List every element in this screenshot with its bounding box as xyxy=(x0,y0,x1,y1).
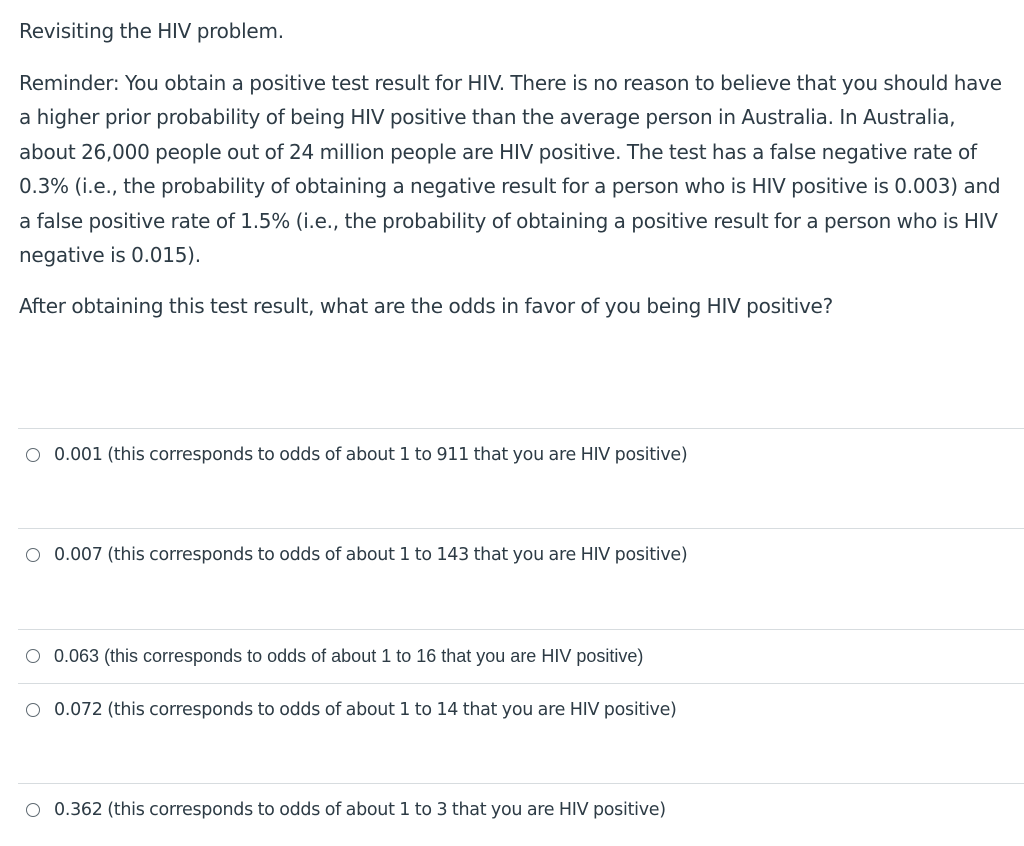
answer-divider xyxy=(18,629,1024,630)
answer-label: 0.063 (this corresponds to odds of about 1 to 16 that you are HIV positive) xyxy=(54,645,644,666)
radio-button[interactable] xyxy=(26,548,40,562)
answer-divider xyxy=(18,428,1024,429)
answer-option-5[interactable] xyxy=(26,796,666,824)
radio-button[interactable] xyxy=(26,703,40,717)
radio-button[interactable] xyxy=(26,448,40,462)
answer-label: 0.362 (this corresponds to odds of about 1 to 3 that you are HIV positive) xyxy=(54,800,666,820)
radio-button[interactable] xyxy=(26,803,40,817)
answer-option-4[interactable] xyxy=(26,696,677,724)
answer-label: 0.072 (this corresponds to odds of about 1 to 14 that you are HIV positive) xyxy=(54,700,677,720)
question-prompt: After obtaining this test result, what are the odds in favor of you being HIV positive? xyxy=(19,293,833,318)
question-title: Revisiting the HIV problem. xyxy=(19,19,284,43)
answer-option-1[interactable] xyxy=(26,441,687,469)
answer-divider xyxy=(18,683,1024,684)
question-reminder: Reminder: You obtain a positive test result for HIV. There is no reason to believe that you should have a higher prior probability of being HIV positive than the average person in Australia. In Australia, about 26,000 people out of 24 million people are HIV positive. The test has a false negative rate of 0.3% (i.e., the probability of obtaining a negative result for a person who is HIV positive is 0.003) and a false positive rate of 1.5% (i.e., the probability of obtaining a positive result for a person who is HIV negative is 0.015). xyxy=(19,70,1002,267)
answer-label: 0.001 (this corresponds to odds of about 1 to 911 that you are HIV positive) xyxy=(54,445,688,465)
answer-label: 0.007 (this corresponds to odds of about 1 to 143 that you are HIV positive) xyxy=(54,545,688,565)
answer-divider xyxy=(18,783,1024,784)
radio-button[interactable] xyxy=(26,649,40,663)
answer-option-2[interactable] xyxy=(26,541,687,569)
answer-list xyxy=(18,0,1024,846)
answer-option-3[interactable] xyxy=(26,642,643,670)
answer-divider xyxy=(18,528,1024,529)
